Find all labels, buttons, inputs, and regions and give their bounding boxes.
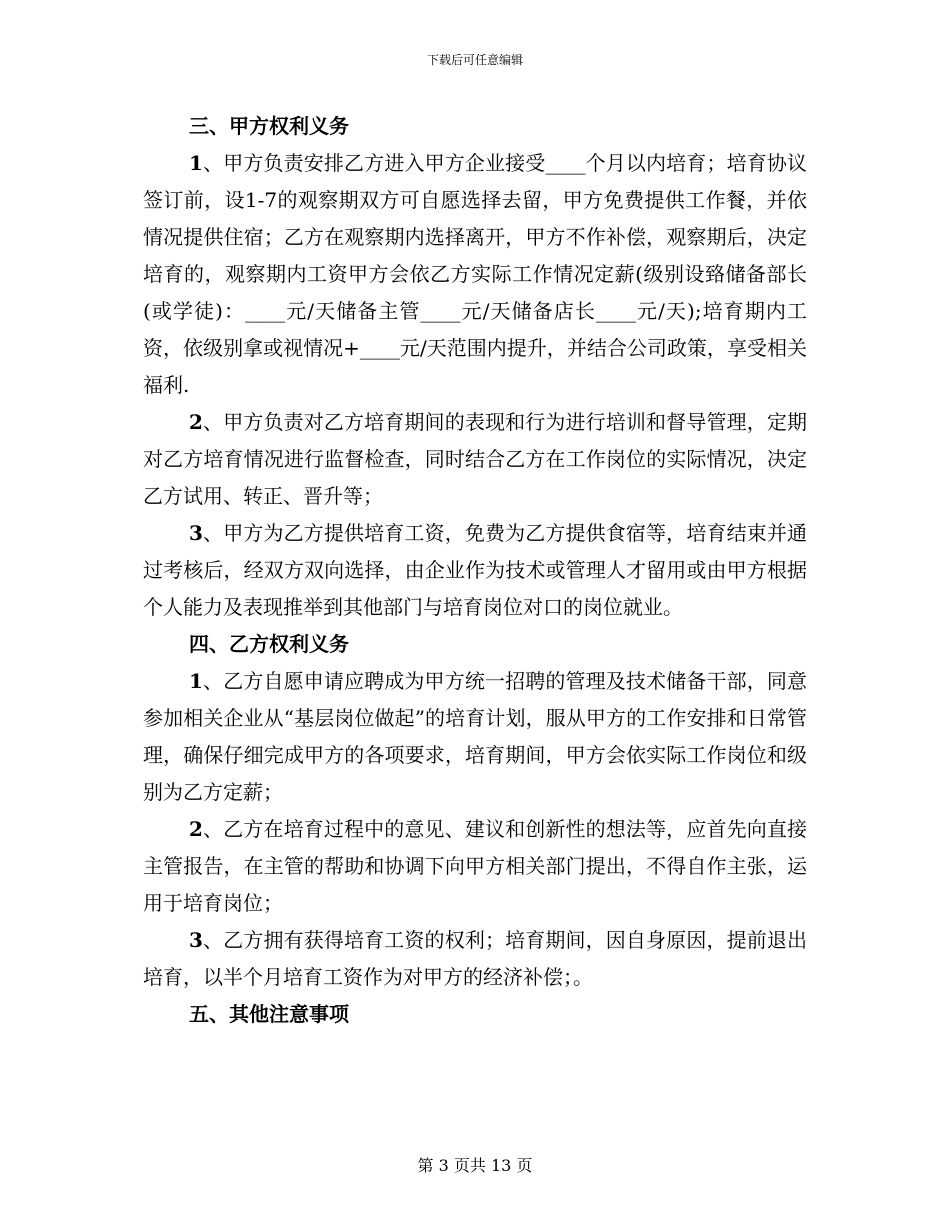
paragraph-text: 、甲方负责安排乙方进入甲方企业接受____个月以内培育；培育协议签订前，设1-7的观察期双方可自愿选择去留，甲方免费提供工作餐，并依情况提供住宿；乙方在观察期内选择离开，甲方不作补偿，观察期后，决定培育的，观察期内工资甲方会依乙方实际工作情况定薪(级别设臵储备部长(或学徒)：____元/天储备主管____元/天储备店长____元/天);培育期内工资，依级别拿或视情况+____元/天范围内提升，并结合公司政策，享受相关福利.: [143, 151, 807, 397]
document-body: [143, 108, 807, 1033]
page-header: 下载后可任意编辑: [426, 53, 523, 67]
page-footer: 第 3 页共 13 页: [417, 1156, 533, 1175]
paragraph: [143, 922, 807, 996]
paragraph-text: 、乙方自愿申请应聘成为甲方统一招聘的管理及技术储备干部，同意参加相关企业从“基层岗位做起”的培育计划，服从甲方的工作安排和日常管理，确保仔细完成甲方的各项要求，培育期间，甲方会依实际工作岗位和级别为乙方定薪；: [143, 669, 807, 804]
paragraph-text: 、甲方负责对乙方培育期间的表现和行为进行培训和督导管理，定期对乙方培育情况进行监督检查，同时结合乙方在工作岗位的实际情况，决定乙方试用、转正、晋升等；: [143, 410, 807, 508]
paragraph-text: 、甲方为乙方提供培育工资，免费为乙方提供食宿等，培育结束并通过考核后，经双方双向选择，由企业作为技术或管理人才留用或由甲方根据个人能力及表现推举到其他部门与培育岗位对口的岗位就业。: [143, 521, 807, 619]
paragraph-number: 1: [189, 669, 203, 693]
section-heading: 五、其他注意事项: [189, 1002, 349, 1026]
paragraph-text: 、乙方在培育过程中的意见、建议和创新性的想法等，应首先向直接主管报告，在主管的帮助和协调下向甲方相关部门提出，不得自作主张，运用于培育岗位；: [143, 817, 807, 915]
section-heading: 四、乙方权利义务: [189, 632, 349, 656]
paragraph: [143, 145, 807, 404]
paragraph: [143, 811, 807, 922]
paragraph-number: 2: [189, 410, 203, 434]
paragraph-number: 3: [189, 928, 203, 952]
paragraph: [143, 515, 807, 626]
section-heading: 三、甲方权利义务: [189, 114, 349, 138]
paragraph-number: 1: [189, 151, 203, 175]
paragraph-number: 3: [189, 521, 203, 545]
paragraph: [143, 663, 807, 811]
paragraph-number: 2: [189, 817, 203, 841]
paragraph: [143, 404, 807, 515]
paragraph-text: 、乙方拥有获得培育工资的权利；培育期间，因自身原因，提前退出培育，以半个月培育工资作为对甲方的经济补偿；。: [143, 928, 807, 989]
